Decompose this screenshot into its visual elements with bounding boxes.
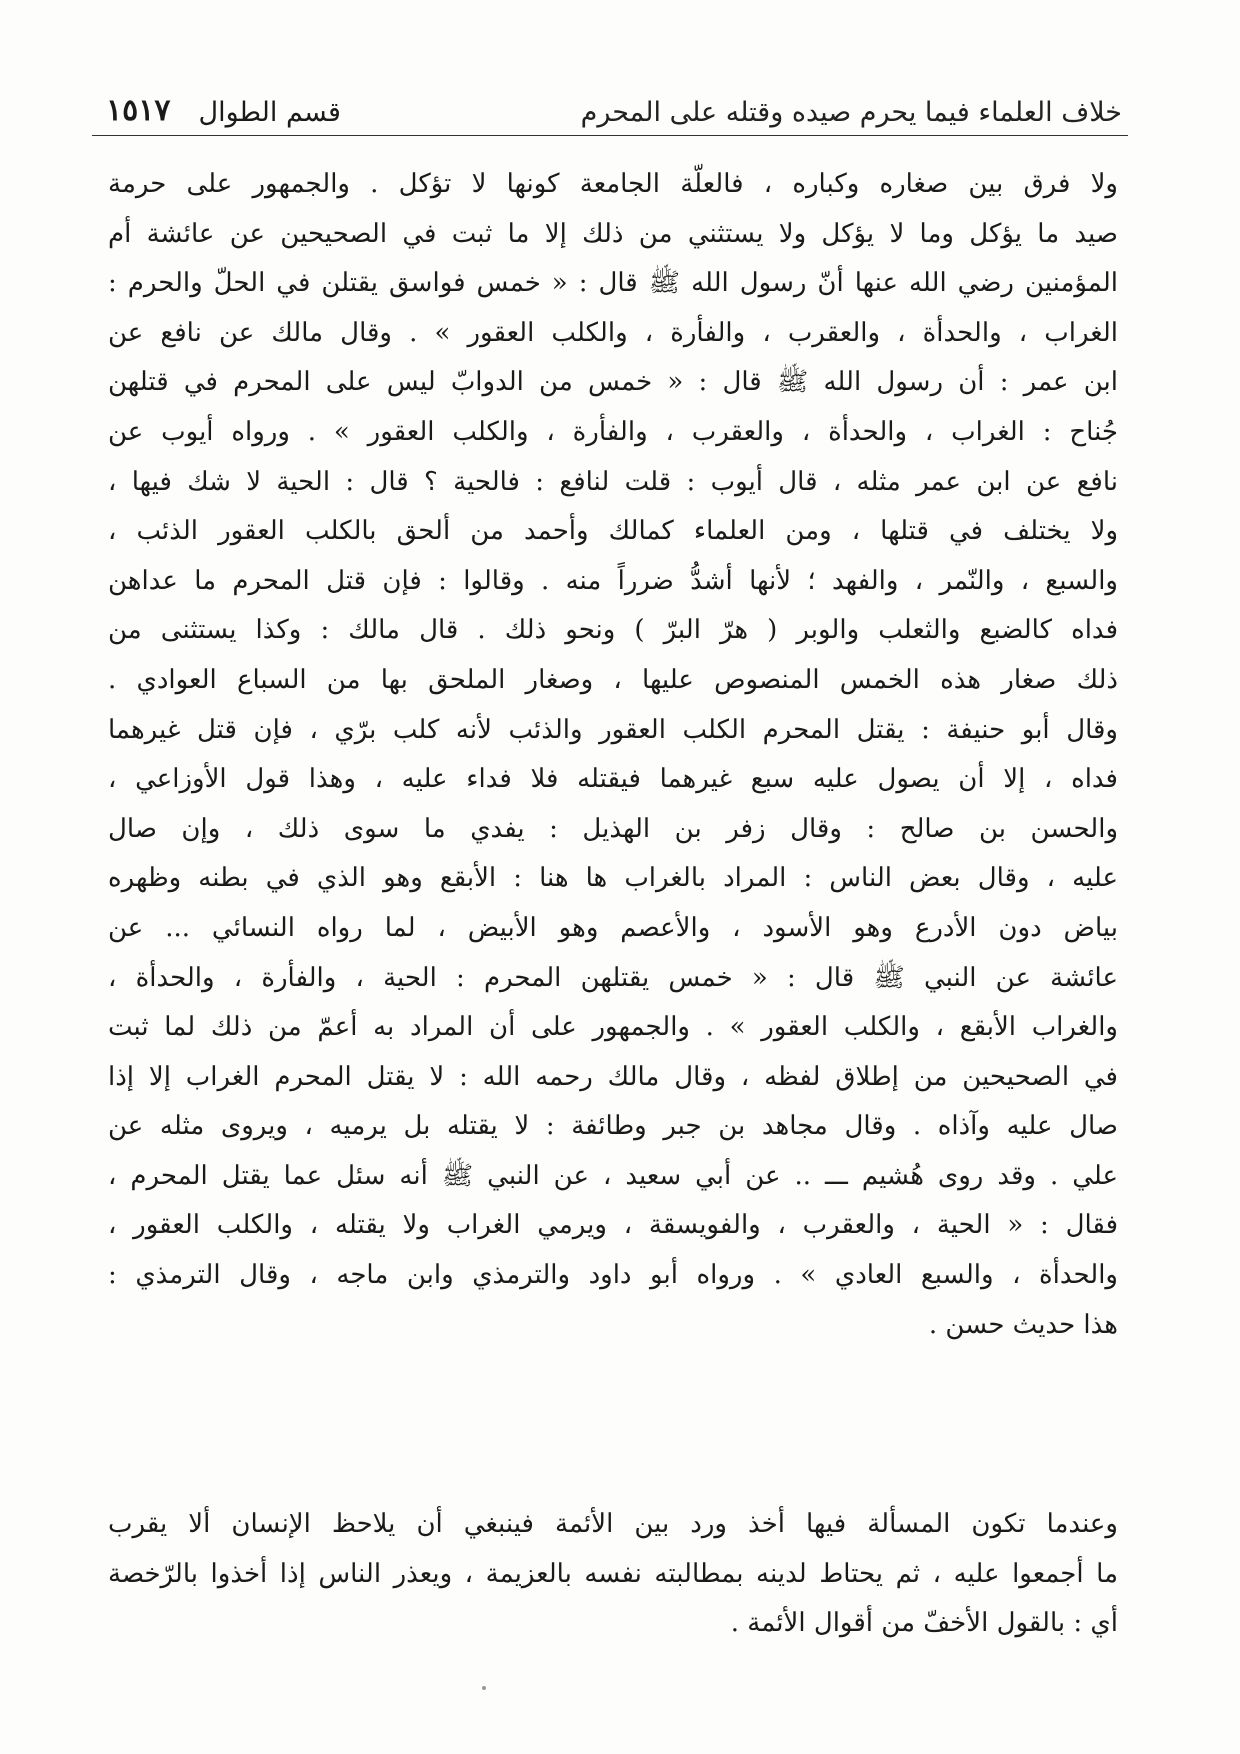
- header-rule: [92, 135, 1128, 136]
- closing-paragraph: [108, 1500, 1118, 1649]
- text-line: هذا حديث حسن .: [928, 1309, 1118, 1340]
- text-line: ابن عمر : أن رسول الله ﷺ قال : « خمس من الدوابّ ليس على المحرم في قتلهن: [108, 367, 1118, 398]
- text-line: جُناح : الغراب ، والحدأة ، والعقرب ، والفأرة ، والكلب العقور » . ورواه أيوب عن: [108, 416, 1118, 447]
- text-line: في الصحيحين من إطلاق لفظه ، وقال مالك رحمه الله : لا يقتل المحرم الغراب إلا إذا: [108, 1061, 1118, 1092]
- text-line: وعندما تكون المسألة فيها أخذ ورد بين الأئمة فينبغي أن يلاحظ الإنسان ألا يقرب: [108, 1509, 1118, 1539]
- text-line: ولا يختلف في قتلها ، ومن العلماء كمالك وأحمد من ألحق بالكلب العقور الذئب ،: [108, 516, 1118, 547]
- text-line: والسبع ، والنّمر ، والفهد ؛ لأنها أشدُّ ضرراً منه . وقالوا : فإن قتل المحرم ما عداهن: [108, 565, 1118, 596]
- text-line: ولا فرق بين صغاره وكباره ، فالعلّة الجامعة كونها لا تؤكل . والجمهور على حرمة: [108, 169, 1118, 199]
- page-header: [106, 82, 1122, 128]
- text-line: والغراب الأبقع ، والكلب العقور » . والجمهور على أن المراد به أعمّ من ذلك لما ثبت: [108, 1012, 1118, 1043]
- text-line: علي . وقد روى هُشيم ـــ .. عن أبي سعيد ، عن النبي ﷺ أنه سئل عما يقتل المحرم ،: [108, 1160, 1118, 1191]
- section-name: قسم الطوال: [198, 97, 341, 128]
- text-line: الغراب ، والحدأة ، والعقرب ، والفأرة ، والكلب العقور » . وقال مالك عن نافع عن: [108, 317, 1118, 348]
- text-line: وقال أبو حنيفة : يقتل المحرم الكلب العقور والذئب لأنه كلب برّي ، فإن قتل غيرهما: [108, 714, 1118, 745]
- text-line: صال عليه وآذاه . وقال مجاهد بن جبر وطائفة : لا يقتله بل يرميه ، ويروى مثله عن: [108, 1111, 1118, 1142]
- text-line: أي : بالقول الأخفّ من أقوال الأئمة .: [730, 1608, 1118, 1639]
- text-line: عائشة عن النبي ﷺ قال : « خمس يقتلهن المحرم : الحية ، والفأرة ، والحدأة ،: [108, 962, 1118, 993]
- text-line: نافع عن ابن عمر مثله ، قال أيوب : قلت لنافع : فالحية ؟ قال : الحية لا شك فيها ،: [108, 466, 1118, 497]
- page-number: ١٥١٧: [106, 93, 171, 128]
- main-paragraph: [108, 160, 1118, 1350]
- text-line: ذلك صغار هذه الخمس المنصوص عليها ، وصغار الملحق بها من السباع العوادي .: [108, 664, 1118, 695]
- text-line: والحسن بن صالح : وقال زفر بن الهذيل : يفدي ما سوى ذلك ، وإن صال: [108, 813, 1118, 844]
- text-line: ما أجمعوا عليه ، ثم يحتاط لدينه بمطالبته نفسه بالعزيمة ، ويعذر الناس إذا أخذوا بالرّخصة: [108, 1558, 1118, 1589]
- header-section-group: [106, 93, 341, 128]
- running-title: خلاف العلماء فيما يحرم صيده وقتله على المحرم: [580, 97, 1122, 128]
- text-line: فقال : « الحية ، والعقرب ، والفويسقة ، ويرمي الغراب ولا يقتله ، والكلب العقور ،: [108, 1210, 1118, 1241]
- text-line: عليه ، وقال بعض الناس : المراد بالغراب ها هنا : الأبقع وهو الذي في بطنه وظهره: [108, 863, 1118, 894]
- text-line: فداه ، إلا أن يصول عليه سبع غيرهما فيقتله فلا فداء عليه ، وهذا قول الأوزاعي ،: [108, 764, 1118, 795]
- text-line: والحدأة ، والسبع العادي » . ورواه أبو داود والترمذي وابن ماجه ، وقال الترمذي :: [108, 1260, 1118, 1291]
- text-line: المؤمنين رضي الله عنها أنّ رسول الله ﷺ قال : « خمس فواسق يقتلن في الحلّ والحرم :: [108, 268, 1118, 299]
- text-line: فداه كالضبع والثعلب والوبر ( هرّ البرّ ) ونحو ذلك . قال مالك : وكذا يستثنى من: [108, 615, 1118, 646]
- page-speck: [482, 1686, 486, 1690]
- text-line: بياض دون الأدرع وهو الأسود ، والأعصم وهو الأبيض ، لما رواه النسائي ... عن: [108, 912, 1118, 943]
- text-line: صيد ما يؤكل وما لا يؤكل ولا يستثني من ذلك إلا ما ثبت في الصحيحين عن عائشة أم: [108, 218, 1118, 249]
